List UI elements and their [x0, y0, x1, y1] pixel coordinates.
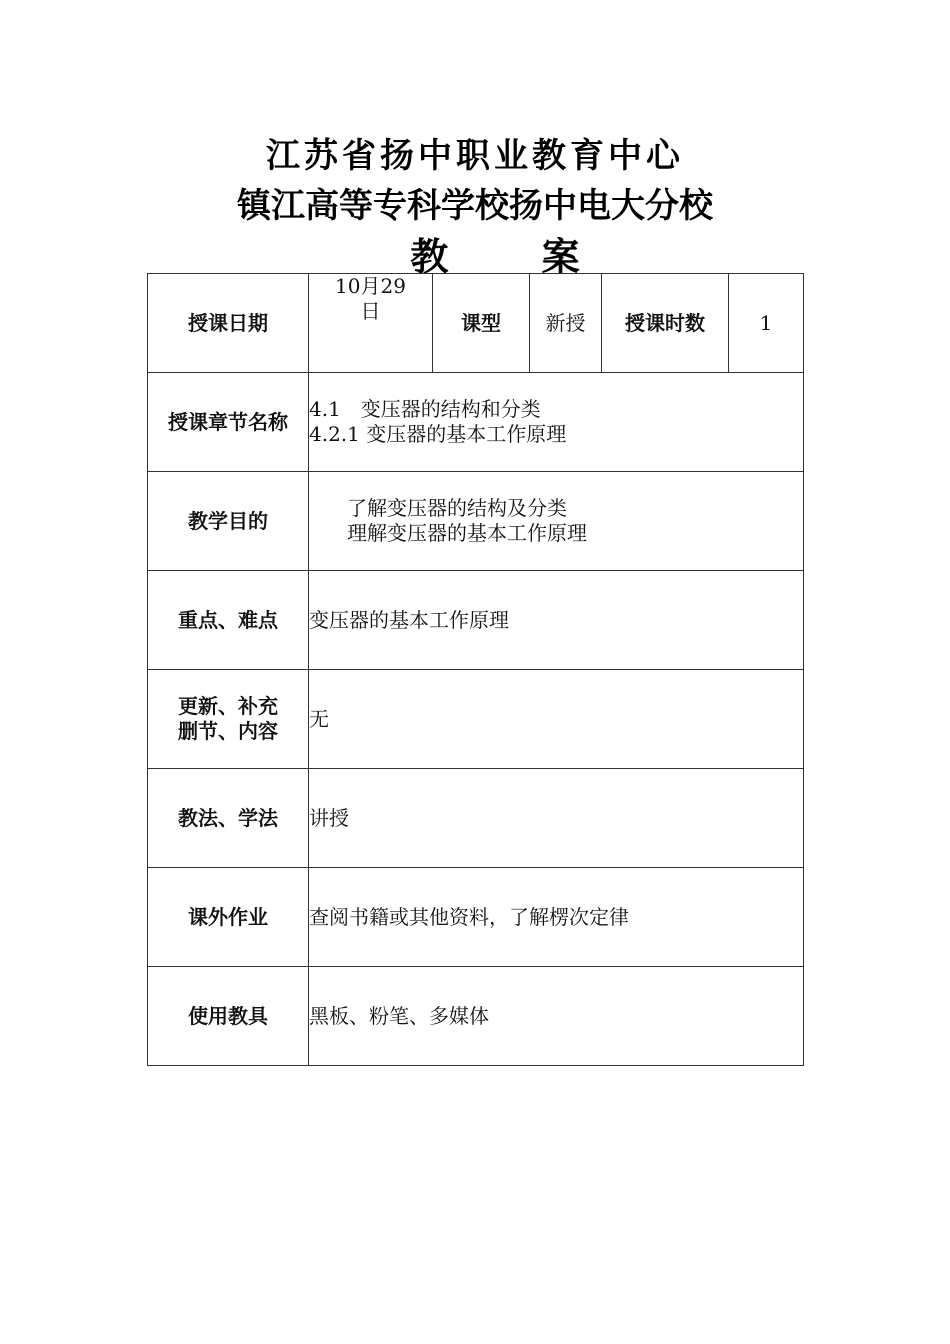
update-label-line1: 更新、补充 — [178, 694, 278, 718]
update-label — [148, 670, 309, 769]
branch-name-title: 镇江高等专科学校扬中电大分校 — [237, 186, 713, 226]
type-label: 课型 — [433, 274, 530, 373]
chapter-line2: 4.2.1 变压器的基本工作原理 — [309, 422, 567, 446]
tools-value: 黑板、粉笔、多媒体 — [309, 967, 804, 1066]
hours-label: 授课时数 — [602, 274, 729, 373]
goal-line2: 理解变压器的基本工作原理 — [347, 521, 587, 545]
chapter-value — [309, 373, 804, 472]
chapter-label: 授课章节名称 — [148, 373, 309, 472]
chapter-line1: 4.1 变压器的结构和分类 — [309, 397, 541, 421]
date-value — [309, 274, 433, 373]
hours-value: 1 — [729, 274, 804, 373]
key-label: 重点、难点 — [148, 571, 309, 670]
row-tools — [148, 967, 804, 1066]
row-method — [148, 769, 804, 868]
date-label: 授课日期 — [148, 274, 309, 373]
school-name-title: 江苏省扬中职业教育中心 — [266, 136, 684, 176]
type-value: 新授 — [530, 274, 602, 373]
update-label-line2: 删节、内容 — [178, 719, 278, 743]
row-homework — [148, 868, 804, 967]
goal-value — [309, 472, 804, 571]
homework-value: 查阅书籍或其他资料，了解楞次定律 — [309, 868, 804, 967]
document-title: 教 案 — [410, 235, 620, 279]
method-label: 教法、学法 — [148, 769, 309, 868]
key-value: 变压器的基本工作原理 — [309, 571, 804, 670]
goal-label: 教学目的 — [148, 472, 309, 571]
homework-label: 课外作业 — [148, 868, 309, 967]
goal-line1: 了解变压器的结构及分类 — [347, 496, 567, 520]
row-key — [148, 571, 804, 670]
row-update — [148, 670, 804, 769]
date-value-line2: 日 — [360, 299, 381, 323]
row-date — [148, 274, 804, 373]
lesson-plan-table — [147, 273, 804, 1066]
update-value: 无 — [309, 670, 804, 769]
method-value: 讲授 — [309, 769, 804, 868]
date-value-line1: 10月29 — [335, 274, 406, 298]
row-goal — [148, 472, 804, 571]
tools-label: 使用教具 — [148, 967, 309, 1066]
row-chapter — [148, 373, 804, 472]
